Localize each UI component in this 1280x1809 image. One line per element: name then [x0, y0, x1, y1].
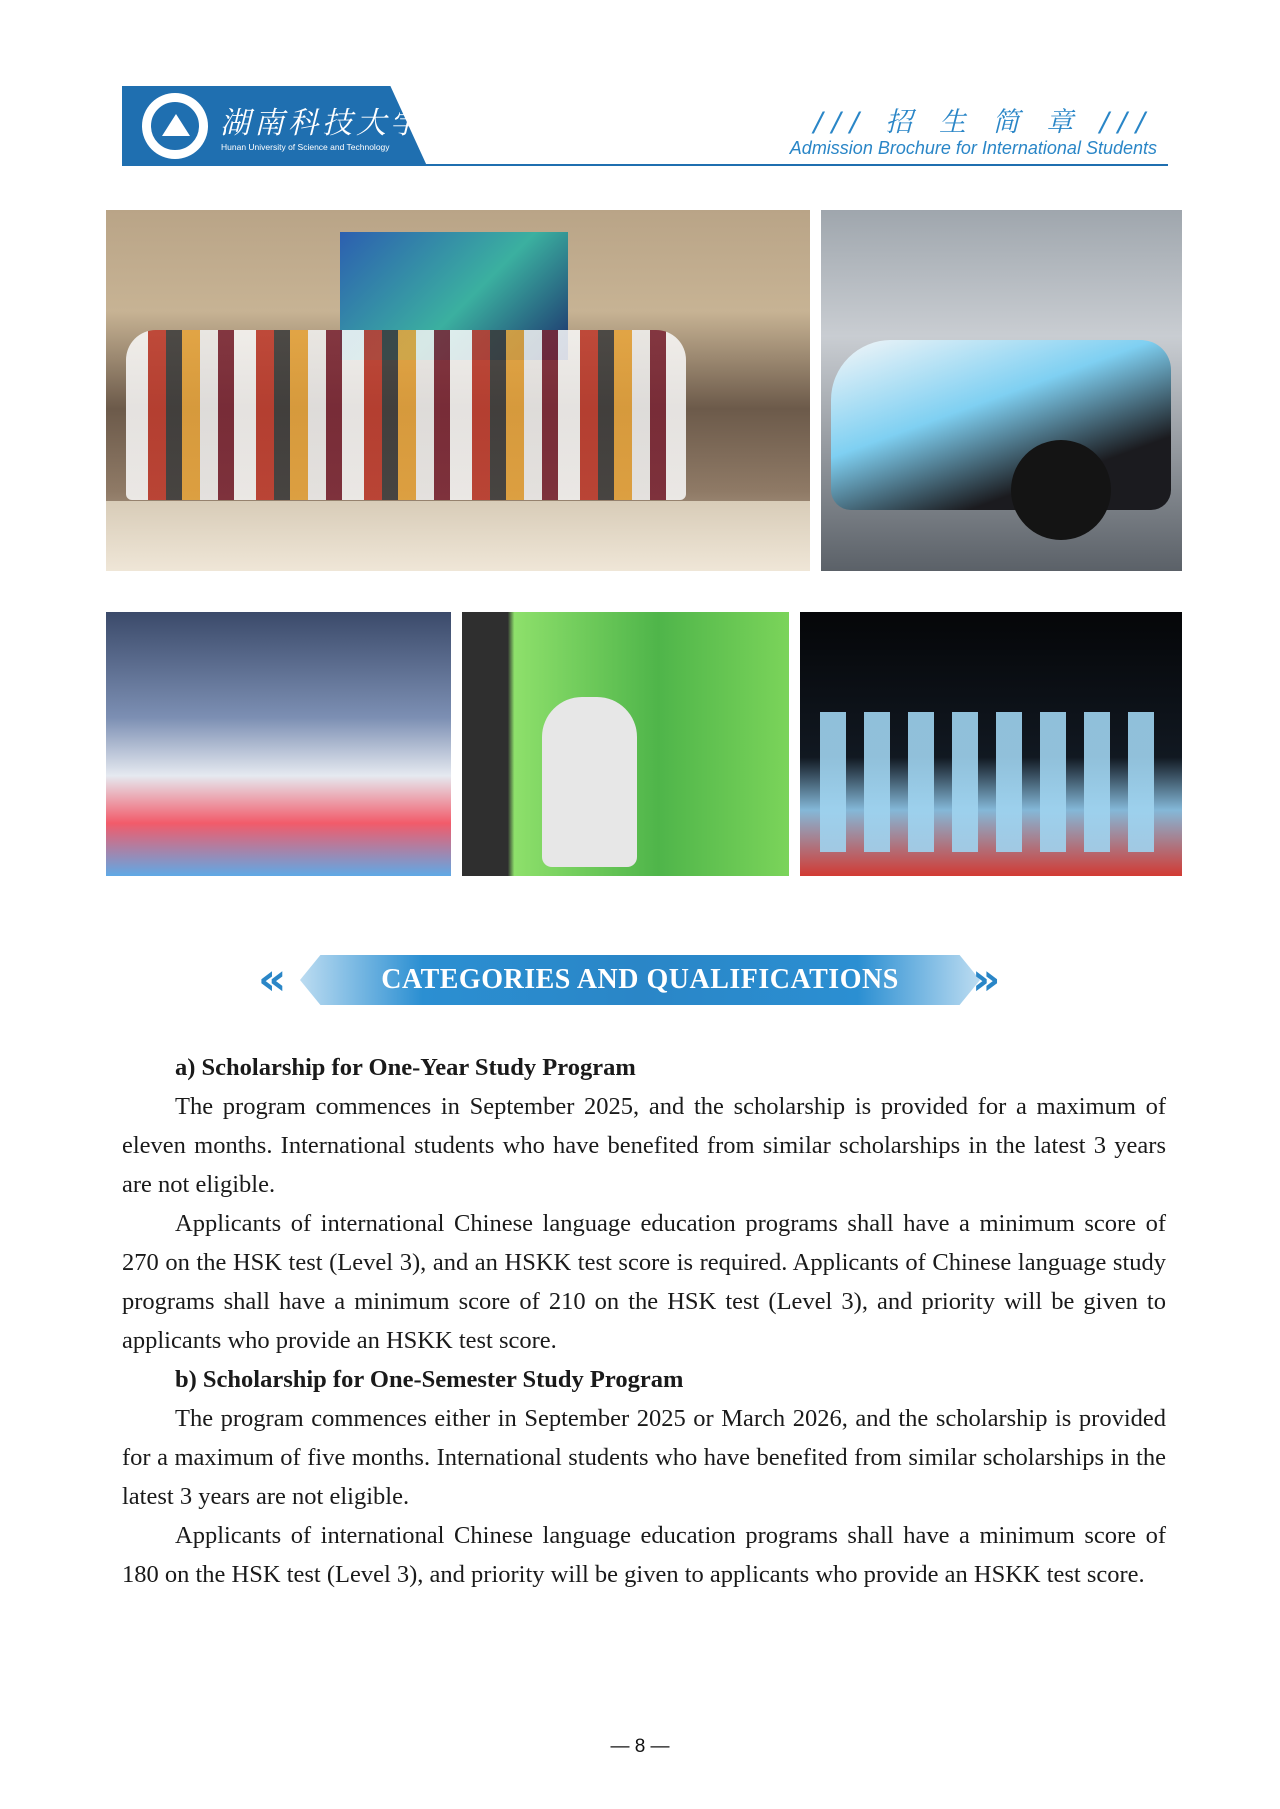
heading-one-year-program: a) Scholarship for One-Year Study Program	[175, 1054, 636, 1081]
heading-one-semester-program: b) Scholarship for One-Semester Study Program	[175, 1366, 684, 1393]
page-number: — 8 —	[610, 1736, 670, 1757]
paragraph-one-year-eligibility: The program commences in September 2025, and the scholarship is provided for a maximum of eleven months. International students who have benefited from similar scholarships in the latest 3 years are not eligible.	[122, 1093, 1166, 1198]
university-seal-icon	[142, 93, 208, 159]
photo-tai-chi-performance	[800, 612, 1182, 876]
chevron-left-icon: «	[258, 954, 287, 1005]
photo-control-room-student	[462, 612, 789, 876]
brochure-title-en: Admission Brochure for International Students	[789, 138, 1157, 158]
brochure-title-cn: /// 招 生 简 章 ///	[813, 107, 1154, 138]
paragraph-one-year-language-requirements: Applicants of international Chinese language education programs shall have a minimum score of 270 on the HSK test (Level 3), and an HSKK test score is required. Applicants of Chinese language study programs shall have a minimum score of 210 on the HSK test (Level 3), and priority will be given to applicants who provide an HSKK test score.	[122, 1210, 1166, 1354]
header-divider	[122, 164, 1168, 166]
paragraph-one-semester-eligibility: The program commences either in September 2025 or March 2026, and the scholarship is provided for a maximum of five months. International students who have benefited from similar scholarships in the latest 3 years are not eligible.	[122, 1405, 1166, 1510]
university-name-cn: 湖南科技大学	[220, 106, 424, 141]
qualifications-content	[122, 1048, 1166, 1594]
photo-group-international-students	[106, 210, 810, 571]
section-title: CATEGORIES AND QUALIFICATIONS	[381, 964, 899, 995]
photo-taekwondo-match	[106, 612, 451, 876]
photo-racing-car-student	[821, 210, 1182, 571]
chevron-right-icon: »	[972, 954, 1001, 1005]
university-name-en: Hunan University of Science and Technology	[221, 142, 390, 152]
paragraph-one-semester-language-requirements: Applicants of international Chinese language education programs shall have a minimum score of 180 on the HSK test (Level 3), and priority will be given to applicants who provide an HSKK test score.	[122, 1522, 1166, 1588]
